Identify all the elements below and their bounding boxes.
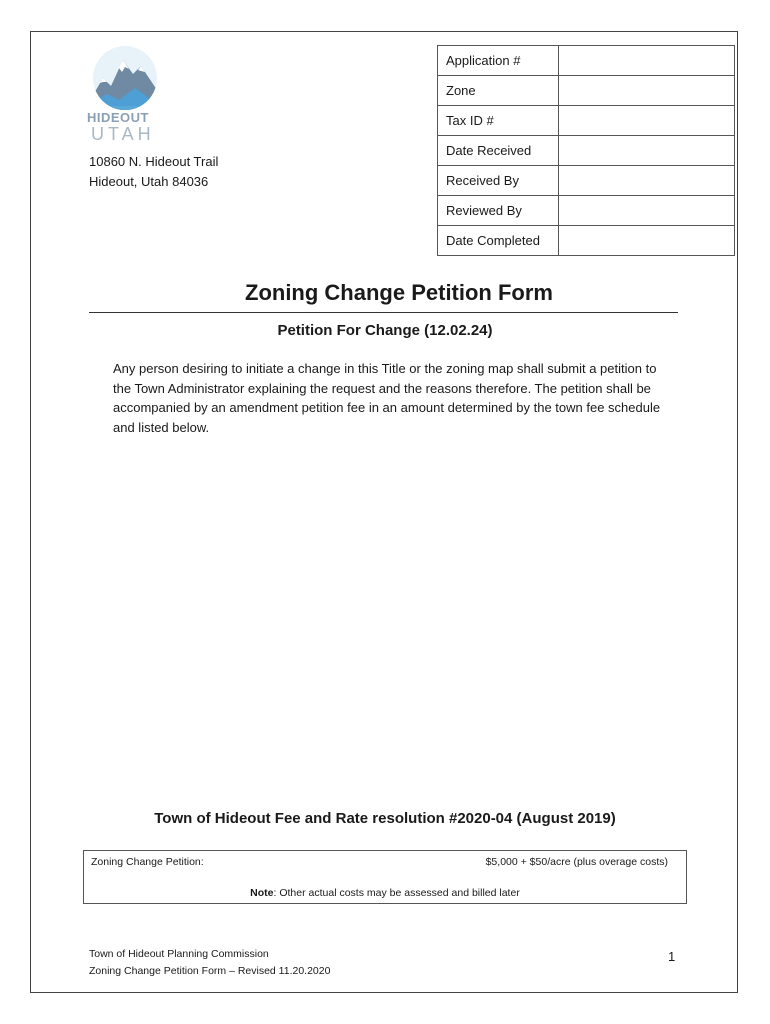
date-received-field[interactable] [559, 136, 735, 166]
fee-resolution-heading: Town of Hideout Fee and Rate resolution #2020-04 (August 2019) [154, 810, 616, 827]
date-received-label: Date Received [438, 136, 559, 166]
address-line-2: Hideout, Utah 84036 [89, 174, 209, 189]
fee-box [83, 850, 687, 904]
table-row [438, 76, 735, 106]
fee-note-text: : Other actual costs may be assessed and billed later [273, 887, 520, 899]
received-by-field[interactable] [559, 166, 735, 196]
fee-note [84, 887, 686, 899]
zone-label: Zone [438, 76, 559, 106]
table-row [438, 196, 735, 226]
office-use-table [437, 45, 735, 256]
zone-field[interactable] [559, 76, 735, 106]
logo-brand-text: HIDEOUT [87, 110, 149, 125]
fee-item-label: Zoning Change Petition: [91, 856, 204, 868]
table-row [438, 136, 735, 166]
page-title: Zoning Change Petition Form [245, 280, 553, 305]
section-subtitle: Petition For Change (12.02.24) [277, 322, 493, 339]
tax-id-field[interactable] [559, 106, 735, 136]
footer-line-1: Town of Hideout Planning Commission [89, 948, 269, 960]
application-number-field[interactable] [559, 46, 735, 76]
page-number: 1 [668, 949, 676, 964]
table-row [438, 46, 735, 76]
title-divider [89, 312, 678, 313]
date-completed-field[interactable] [559, 226, 735, 256]
address-line-1: 10860 N. Hideout Trail [89, 154, 219, 169]
fee-item-value: $5,000 + $50/acre (plus overage costs) [485, 856, 668, 868]
date-completed-label: Date Completed [438, 226, 559, 256]
town-address [89, 152, 218, 192]
hideout-logo [89, 44, 161, 148]
table-row [438, 166, 735, 196]
reviewed-by-field[interactable] [559, 196, 735, 226]
tax-id-label: Tax ID # [438, 106, 559, 136]
reviewed-by-label: Reviewed By [438, 196, 559, 226]
footer-line-2: Zoning Change Petition Form – Revised 11.20.2020 [89, 965, 331, 977]
petition-instructions: Any person desiring to initiate a change in this Title or the zoning map shall submit a petition to the Town Administrator explaining the request and the reasons therefore. The petition shall be accompanied by an amendment petition fee in an amount determined by the town fee schedule and listed below. [113, 361, 661, 435]
page-footer [89, 946, 330, 980]
table-row [438, 226, 735, 256]
fee-note-bold: Note [250, 887, 274, 899]
application-number-label: Application # [438, 46, 559, 76]
received-by-label: Received By [438, 166, 559, 196]
logo-state-text: UTAH [91, 124, 155, 144]
table-row [438, 106, 735, 136]
